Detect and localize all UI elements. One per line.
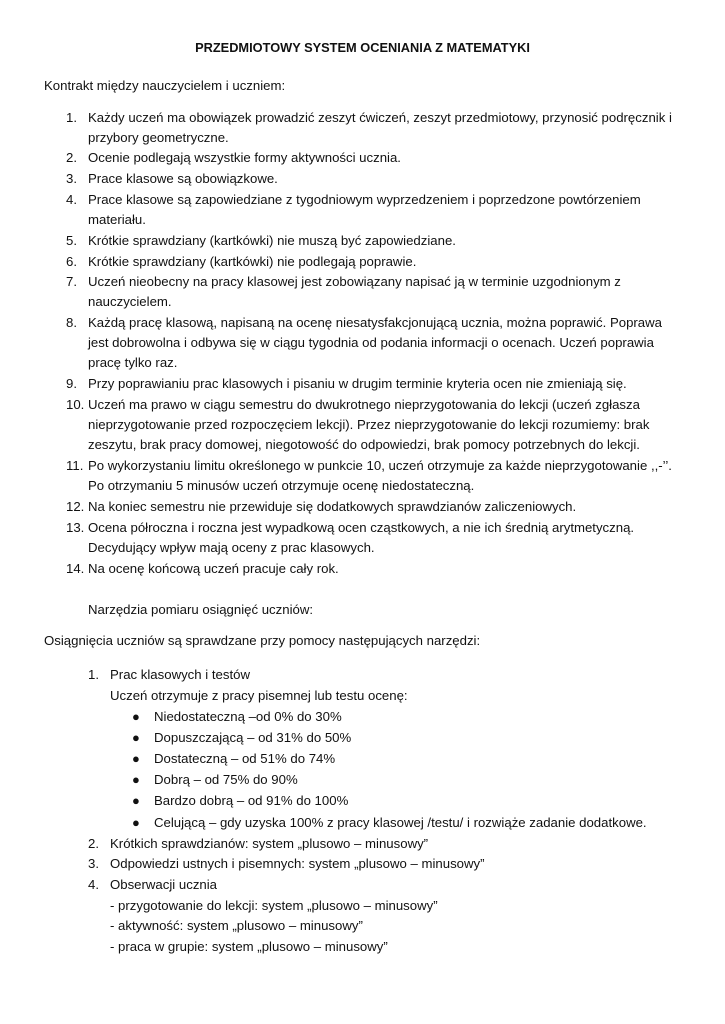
bullet-icon: ● [132,751,140,766]
contract-item-number: 8. [66,315,77,330]
contract-item-number: 1. [66,110,77,125]
page-title: PRZEDMIOTOWY SYSTEM OCENIANIA Z MATEMATYKI [195,40,530,55]
contract-item-line: przybory geometryczne. [88,130,229,145]
contract-item-line: Na koniec semestru nie przewiduje się dodatkowych sprawdzianów zaliczeniowych. [88,499,577,514]
grade-item: Niedostateczną –od 0% do 30% [154,709,342,724]
contract-item-line: Krótkie sprawdziany (kartkówki) nie muszą być zapowiedziane. [88,233,456,248]
contract-item-line: jest dobrowolna i odbywa się w ciągu tygodnia od podania informacji o ocenach. Uczeń poprawia [88,335,654,350]
bullet-icon: ● [132,772,140,787]
tool-item-label: Prac klasowych i testów [110,667,250,682]
contract-item-number: 10. [66,397,85,412]
grade-item: Dostateczną – od 51% do 74% [154,751,336,766]
tool-item-number: 1. [88,667,99,682]
tool-item-detail: - przygotowanie do lekcji: system „plusowo – minusowy” [110,898,438,913]
tool-item-label: Krótkich sprawdzianów: system „plusowo – minusowy” [110,836,429,851]
tool-item-detail: - praca w grupie: system „plusowo – minusowy” [110,939,388,954]
contract-item-line: nieprzygotowanie przed rozpoczęciem lekcji). Przez nieprzygotowanie do lekcji rozumiemy: brak [88,417,650,432]
contract-item-line: Prace klasowe są obowiązkowe. [88,171,278,186]
tool-item-subtitle: Uczeń otrzymuje z pracy pisemnej lub testu ocenę: [110,688,408,703]
contract-item-line: Po wykorzystaniu limitu określonego w punkcie 10, uczeń otrzymuje za każde nieprzygotowanie ,,-’’. [88,458,672,473]
contract-item-line: pracę tylko raz. [88,355,178,370]
contract-item-number: 14. [66,561,85,576]
contract-item-number: 5. [66,233,77,248]
bullet-icon: ● [132,709,140,724]
grade-item: Dobrą – od 75% do 90% [154,772,298,787]
contract-item-line: Ocena półroczna i roczna jest wypadkową ocen cząstkowych, a nie ich średnią arytmetyczną. [88,520,635,535]
contract-item-line: Każdą pracę klasową, napisaną na ocenę niesatysfakcjonującą ucznia, można poprawić. Poprawa [88,315,662,330]
grade-item: Bardzo dobrą – od 91% do 100% [154,793,349,808]
contract-item-number: 13. [66,520,85,535]
bullet-icon: ● [132,793,140,808]
contract-item-line: materiału. [88,212,146,227]
contract-item-line: Uczeń nieobecny na pracy klasowej jest zobowiązany napisać ją w terminie uzgodnionym z [88,274,621,289]
contract-item-number: 9. [66,376,77,391]
contract-item-line: Ocenie podlegają wszystkie formy aktywności ucznia. [88,150,401,165]
contract-item-line: nauczycielem. [88,294,172,309]
contract-item-line: Na ocenę końcową uczeń pracuje cały rok. [88,561,339,576]
contract-item-line: zeszytu, brak pracy domowej, niegotowość do odpowiedzi, brak pomocy potrzebnych do lekcji. [88,437,640,452]
contract-item-number: 4. [66,192,77,207]
tool-item-number: 3. [88,856,99,871]
contract-item-number: 2. [66,150,77,165]
tool-item-number: 4. [88,877,99,892]
contract-item-line: Po otrzymaniu 5 minusów uczeń otrzymuje ocenę niedostateczną. [88,478,475,493]
contract-item-number: 3. [66,171,77,186]
contract-item-number: 6. [66,254,77,269]
contract-item-line: Krótkie sprawdziany (kartkówki) nie podlegają poprawie. [88,254,417,269]
tools-intro: Osiągnięcia uczniów są sprawdzane przy pomocy następujących narzędzi: [44,633,481,648]
contract-heading: Kontrakt między nauczycielem i uczniem: [44,78,286,93]
contract-item-line: Prace klasowe są zapowiedziane z tygodniowym wyprzedzeniem i poprzedzone powtórzeniem [88,192,641,207]
grade-item: Dopuszczającą – od 31% do 50% [154,730,352,745]
bullet-icon: ● [132,730,140,745]
contract-item-line: Przy poprawianiu prac klasowych i pisaniu w drugim terminie kryteria ocen nie zmieniają się. [88,376,627,391]
tool-item-label: Odpowiedzi ustnych i pisemnych: system „plusowo – minusowy” [110,856,485,871]
contract-item-number: 7. [66,274,77,289]
bullet-icon: ● [132,815,140,830]
grade-item: Celującą – gdy uzyska 100% z pracy klasowej /testu/ i rozwiąże zadanie dodatkowe. [154,815,647,830]
contract-item-line: Decydujący wpływ mają oceny z prac klasowych. [88,540,375,555]
contract-item-line: Uczeń ma prawo w ciągu semestru do dwukrotnego nieprzygotowania do lekcji (uczeń zgłasza [88,397,640,412]
tool-item-detail: - aktywność: system „plusowo – minusowy” [110,918,363,933]
tool-item-number: 2. [88,836,99,851]
tool-item-label: Obserwacji ucznia [110,877,218,892]
contract-item-number: 11. [66,458,84,473]
contract-item-line: Każdy uczeń ma obowiązek prowadzić zeszyt ćwiczeń, zeszyt przedmiotowy, przynosić podręcznik i [88,110,672,125]
contract-item-number: 12. [66,499,85,514]
tools-heading: Narzędzia pomiaru osiągnięć uczniów: [88,602,314,617]
